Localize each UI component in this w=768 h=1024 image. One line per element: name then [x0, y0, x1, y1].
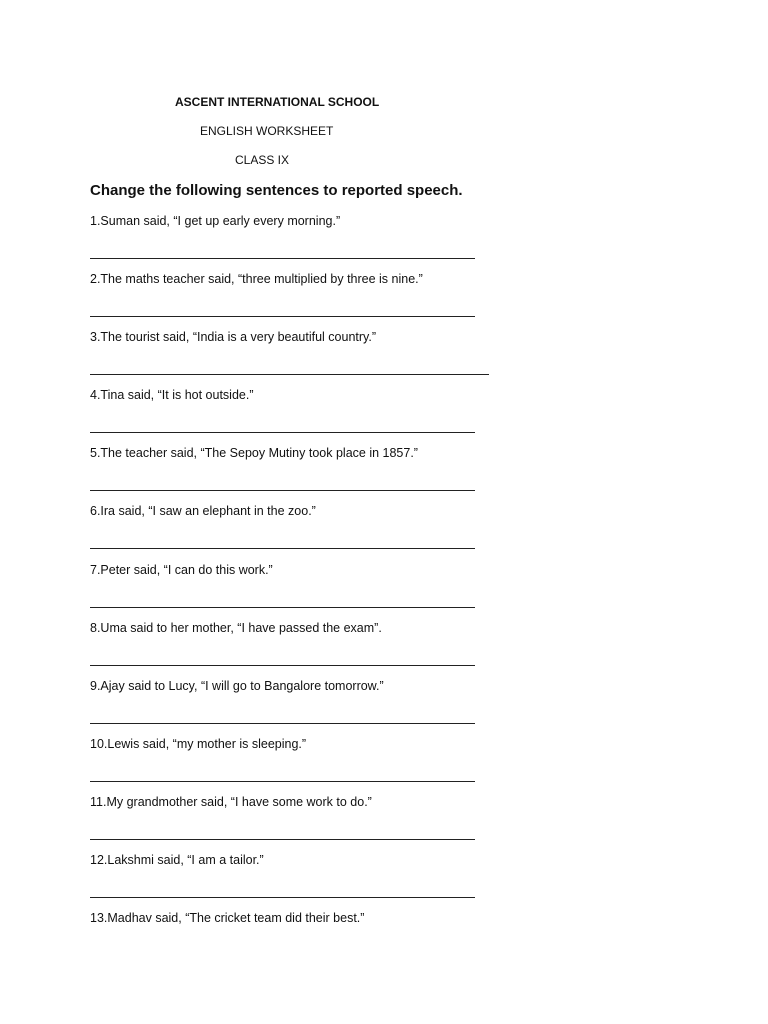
question-text: 9.Ajay said to Lucy, “I will go to Bangalore tomorrow.”: [90, 678, 384, 693]
question-text: 6.Ira said, “I saw an elephant in the zoo.”: [90, 504, 316, 519]
answer-line[interactable]: [90, 665, 475, 666]
question-list: [90, 214, 510, 969]
question-text: 1.Suman said, “I get up early every morning.”: [90, 214, 341, 228]
answer-line[interactable]: [90, 258, 475, 259]
question-item: [90, 214, 510, 272]
question-item: [90, 911, 510, 969]
answer-line[interactable]: [90, 316, 475, 317]
answer-line[interactable]: [90, 839, 475, 840]
question-text: 12.Lakshmi said, “I am a tailor.”: [90, 853, 264, 868]
instruction-heading: Change the following sentences to reported speech.: [90, 182, 463, 199]
question-text: 10.Lewis said, “my mother is sleeping.”: [90, 736, 307, 751]
answer-line[interactable]: [90, 607, 475, 608]
question-text: 4.Tina said, “It is hot outside.”: [90, 388, 254, 403]
question-item: [90, 853, 510, 911]
class-label: CLASS IX: [235, 153, 290, 167]
question-text: 2.The maths teacher said, “three multiplied by three is nine.”: [90, 272, 423, 287]
question-item: [90, 795, 510, 853]
worksheet-title: ENGLISH WORKSHEET: [200, 124, 334, 138]
question-item: [90, 737, 510, 795]
question-text: 7.Peter said, “I can do this work.”: [90, 562, 273, 577]
question-item: [90, 330, 510, 388]
answer-line[interactable]: [90, 490, 475, 491]
question-item: [90, 563, 510, 621]
question-item: [90, 272, 510, 330]
question-text: 3.The tourist said, “India is a very beautiful country.”: [90, 330, 377, 345]
question-text: 11.My grandmother said, “I have some work to do.”: [90, 794, 372, 809]
answer-line[interactable]: [90, 897, 475, 898]
question-item: [90, 679, 510, 737]
answer-line[interactable]: [90, 374, 489, 375]
question-text: 13.Madhav said, “The cricket team did their best.”: [90, 911, 365, 926]
answer-line[interactable]: [90, 781, 475, 782]
question-item: [90, 621, 510, 679]
question-item: [90, 504, 510, 562]
answer-line[interactable]: [90, 548, 475, 549]
question-item: [90, 388, 510, 446]
question-item: [90, 446, 510, 504]
question-text: 8.Uma said to her mother, “I have passed the exam”.: [90, 620, 382, 635]
school-name: ASCENT INTERNATIONAL SCHOOL: [175, 95, 380, 109]
answer-line[interactable]: [90, 723, 475, 724]
answer-line[interactable]: [90, 432, 475, 433]
question-text: 5.The teacher said, “The Sepoy Mutiny took place in 1857.”: [90, 446, 418, 461]
